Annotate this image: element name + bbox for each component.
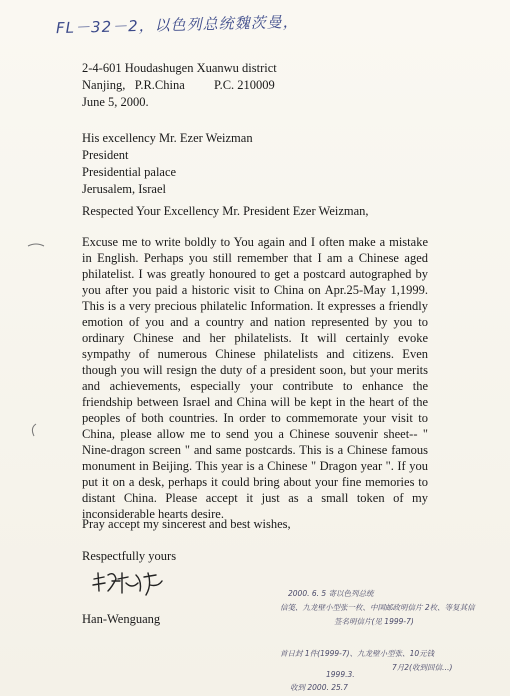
note-line: 1999.3. (326, 670, 355, 679)
recipient-address (82, 130, 253, 198)
sender-country: P.R.China (134, 78, 185, 92)
note-line: 2000. 6. 5 寄以色列总统 (288, 589, 374, 598)
letter-date: June 5, 2000. (82, 95, 149, 109)
letter-body: Excuse me to write boldly to You again and I often make a mistake in English. Perhaps you still remember that I am a Chinese aged philatelist. I was greatly honoured to get a postcard autographed by you after you paid a historic visit to China on Apr.25-May 1,1999. This is a very precious philatelic Information. It expresses a friendly emotion of you and a country and nation represented by you to ordinary Chinese and her philatelists. It will certainly evoke sympathy of numerous Chinese philatelists and citizens. Even though you will resign the duty of a president soon, but your merits and achievements, especially your contribute to enhance the friendship between Israel and China will be kept in the heart of the peoples of both countries. In order to commemorate your visit to China, please allow me to send you a Chinese souvenir sheet-- " Nine-dragon screen " and same postcards. This is a Chinese famous monument in Beijing. This year is a Chinese " Dragon year ". If you put it on a desk, perhaps it could bring about your fine memories to distant China. Please accept it just as a small token of my inconsiderable hearts desire. (82, 235, 428, 521)
recipient-name: His excellency Mr. Ezer Weizman (82, 131, 253, 145)
handwritten-archive-notes (280, 588, 502, 692)
signature-name: Han-Wenguang (82, 612, 161, 626)
note-line: 信笺、九龙壁小型张一枚、中国邮政明信片 2枚、等复其信 (280, 603, 475, 612)
handwritten-signature (90, 569, 170, 603)
hole-punch-mark (26, 240, 46, 250)
recipient-title: President (82, 148, 129, 162)
closing-line: Pray accept my sincerest and best wishes, (82, 517, 291, 531)
respectfully-line: Respectfully yours (82, 549, 177, 563)
note-line: 首日封 1件(1999-7)、九龙壁小型张、10元钱 (280, 649, 435, 658)
note-line: 7月2(收到回信…) (392, 663, 453, 672)
sender-postcode: P.C. 210009 (214, 78, 275, 92)
salutation: Respected Your Excellency Mr. President Ezer Weizman, (82, 204, 369, 218)
recipient-org: Presidential palace (82, 165, 177, 179)
sender-address (82, 60, 277, 111)
handwritten-reference-note: FL－32－2，以色列总统魏茨曼， (55, 12, 299, 38)
sender-city-row (82, 77, 277, 94)
note-line: 签名明信片(见 1999-7) (334, 617, 414, 626)
sender-street: 2-4-601 Houdashugen Xuanwu district (82, 61, 277, 75)
sender-city: Nanjing, P.R.China (82, 78, 185, 92)
hole-punch-mark (26, 420, 46, 440)
recipient-place: Jerusalem, Israel (82, 182, 166, 196)
note-line: 收到 2000. 25.7 (290, 683, 348, 692)
